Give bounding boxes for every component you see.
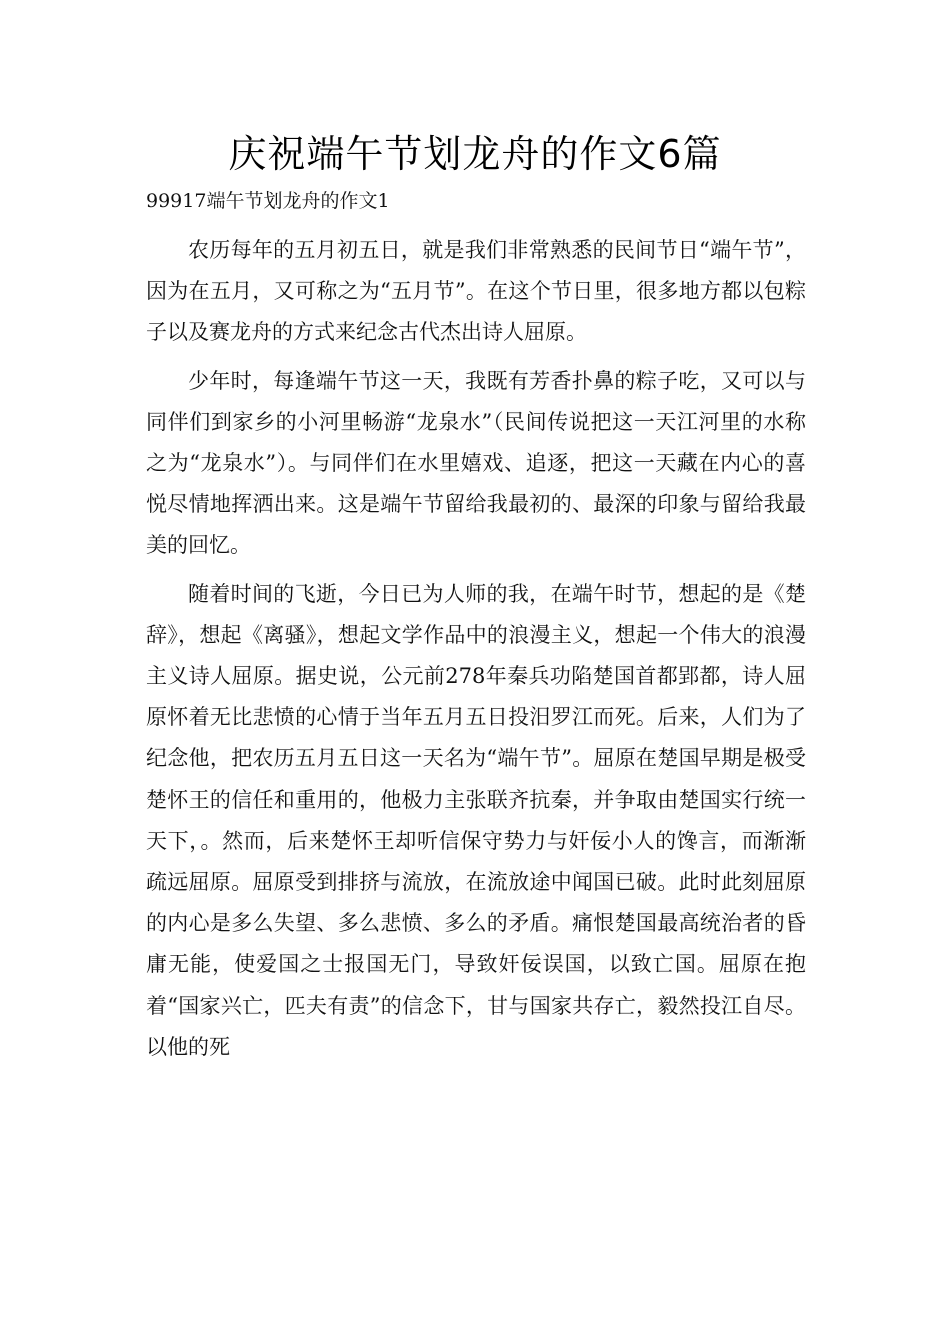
- document-subtitle: 99917端午节划龙舟的作文1: [146, 190, 390, 212]
- paragraph: 农历每年的五月初五日，就是我们非常熟悉的民间节日“端午节”，因为在五月，又可称之为“五月节”。在这个节日里，很多地方都以包粽子以及赛龙舟的方式来纪念古代杰出诗人屈原。: [146, 238, 806, 345]
- document-title: 庆祝端午节划龙舟的作文6篇: [228, 132, 722, 176]
- paragraph: 随着时间的飞逝，今日已为人师的我，在端午时节，想起的是《楚辞》，想起《离骚》，想起文学作品中的浪漫主义，想起一个伟大的浪漫主义诗人屈原。据史说，公元前278年秦兵功陷楚国首都郢都，诗人屈原怀着无比悲愤的心情于当年五月五日投汨罗江而死。后来，人们为了纪念他，把农历五月五日这一天名为“端午节”。屈原在楚国早期是极受楚怀王的信任和重用的，他极力主张联齐抗秦，并争取由楚国实行统一天下，。然而，后来楚怀王却听信保守势力与奸佞小人的馋言，而渐渐疏远屈原。屈原受到排挤与流放，在流放途中闻国已破。此时此刻屈原的内心是多么失望、多么悲愤、多么的矛盾。痛恨楚国最高统治者的昏庸无能，使爱国之士报国无门，导致奸佞误国，以致亡国。屈原在抱着“国家兴亡，匹夫有责”的信念下，甘与国家共存亡，毅然投江自尽。以他的死: [146, 581, 806, 1059]
- paragraph: 少年时，每逢端午节这一天，我既有芳香扑鼻的粽子吃，又可以与同伴们到家乡的小河里畅游“龙泉水”（民间传说把这一天江河里的水称之为“龙泉水”）。与同伴们在水里嬉戏、追逐，把这一天藏在内心的喜悦尽情地挥洒出来。这是端午节留给我最初的、最深的印象与留给我最美的回忆。: [146, 368, 806, 558]
- document-body: [146, 230, 806, 1075]
